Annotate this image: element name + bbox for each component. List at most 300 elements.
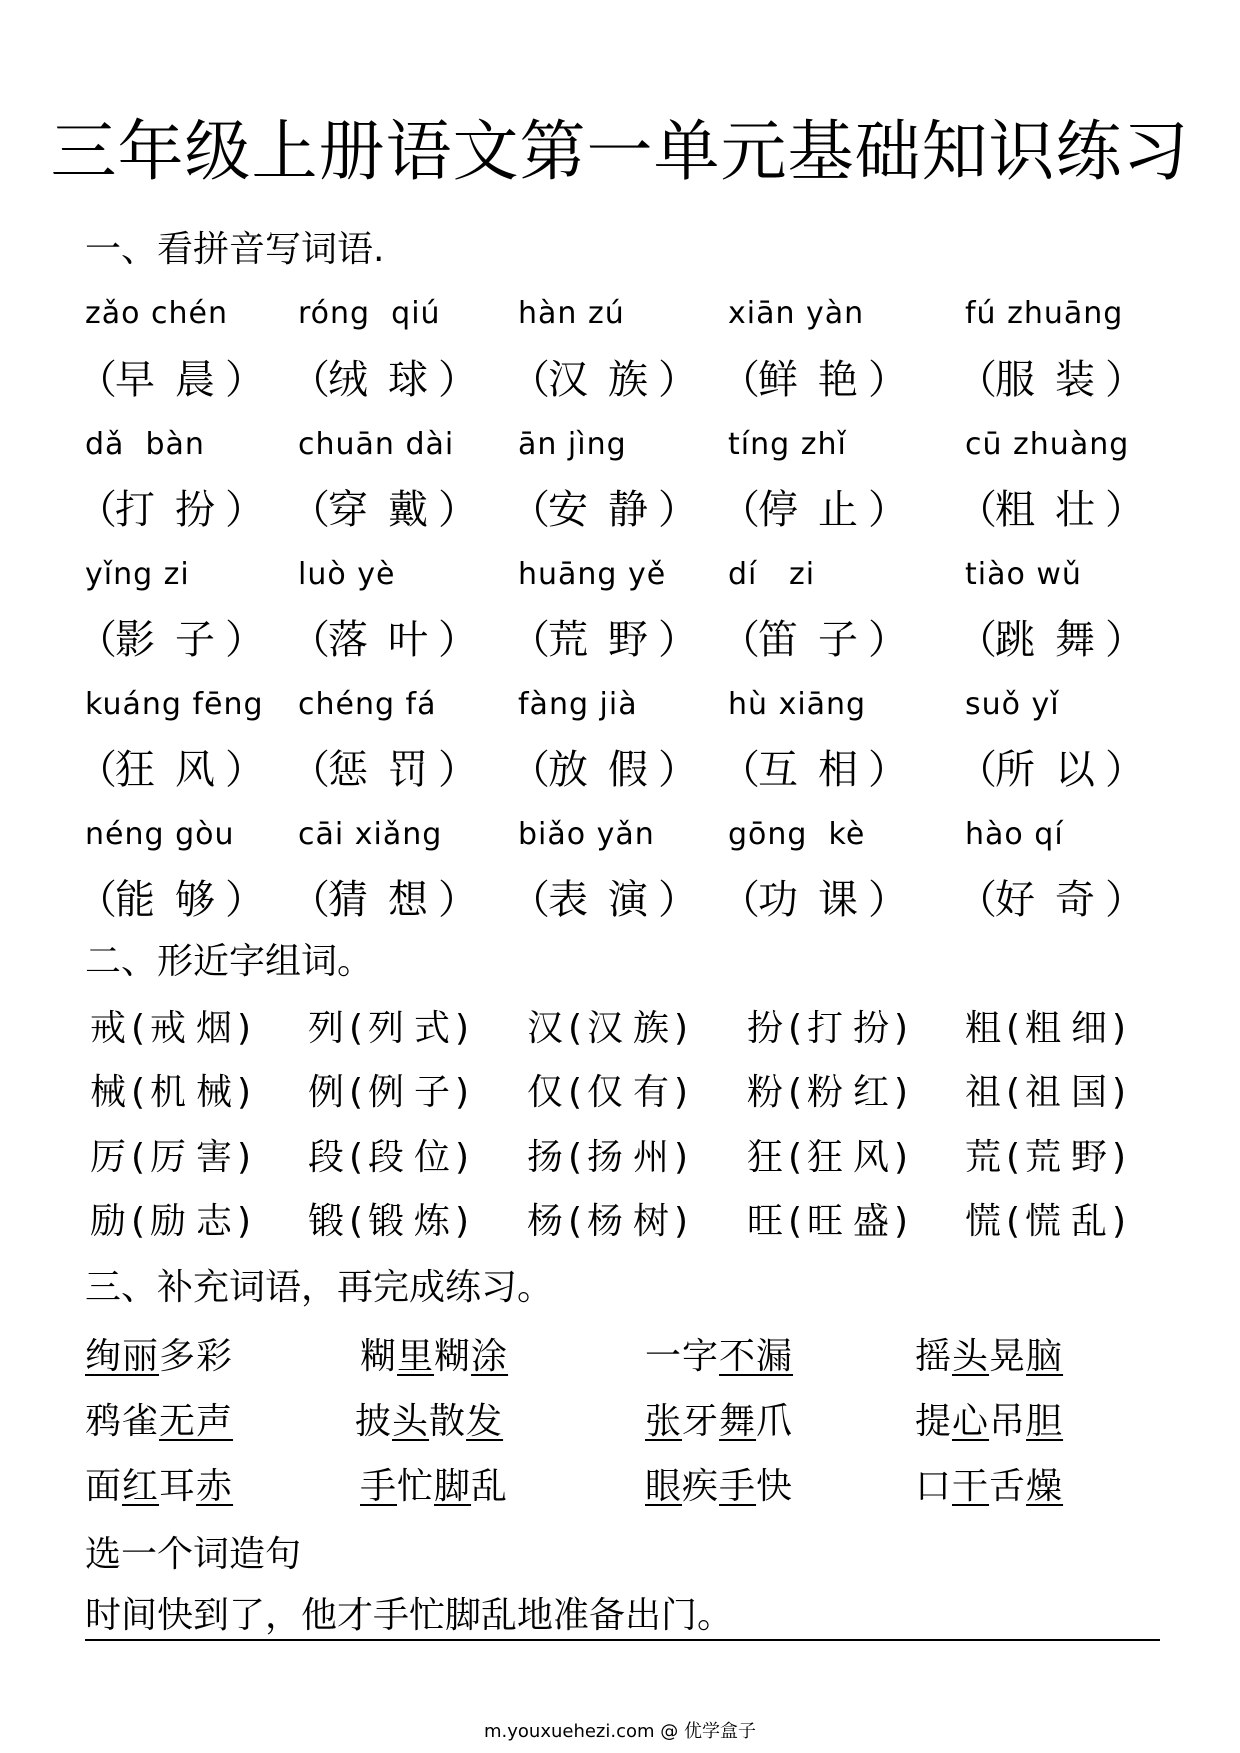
open-paren: (	[1006, 1072, 1021, 1113]
answer-word	[77, 485, 265, 535]
choose-label: 选一个词造句	[85, 1534, 302, 1575]
close-paren: ）	[658, 487, 698, 533]
word-char: 盛	[853, 1201, 890, 1242]
pinyin-text: gōng kè	[728, 817, 866, 852]
answer-char: 演	[608, 877, 648, 923]
pinyin-text: chuān dài	[298, 427, 455, 462]
close-paren: ）	[658, 357, 698, 403]
answer-word	[510, 485, 698, 535]
pinyin-text: néng gòu	[85, 817, 235, 852]
filled-part: 头	[952, 1336, 990, 1377]
close-paren: )	[237, 1072, 252, 1113]
similar-char-item	[742, 1135, 908, 1181]
close-paren: )	[674, 1137, 689, 1178]
open-paren: （	[957, 617, 997, 663]
word-char: 树	[633, 1201, 670, 1242]
answer-word	[290, 615, 478, 665]
close-paren: )	[237, 1008, 252, 1049]
pinyin-text: hào qí	[965, 817, 1064, 852]
word-char: 戒	[150, 1008, 187, 1049]
word-char: 州	[633, 1137, 670, 1178]
word-char: 机	[150, 1072, 187, 1113]
pinyin-text: dí zi	[728, 557, 816, 592]
base-char: 旺	[746, 1201, 783, 1242]
idiom-item	[355, 1399, 503, 1445]
similar-char-item	[522, 1199, 688, 1245]
similar-char-item	[85, 1070, 251, 1116]
open-paren: (	[131, 1201, 146, 1242]
pinyin-text: kuáng fēng	[85, 687, 264, 722]
answer-char: 扮	[175, 487, 215, 533]
close-paren: )	[674, 1008, 689, 1049]
answer-char: 惩	[328, 747, 368, 793]
pinyin-text: fú zhuāng	[965, 296, 1124, 331]
similar-char-item	[742, 1070, 908, 1116]
open-paren: (	[568, 1137, 583, 1178]
base-char: 祖	[964, 1072, 1001, 1113]
open-paren: (	[568, 1008, 583, 1049]
close-paren: )	[455, 1072, 470, 1113]
answer-word	[720, 875, 908, 925]
filled-part: 心	[952, 1401, 990, 1442]
filled-part: 眼	[645, 1466, 683, 1507]
close-paren: ）	[1105, 357, 1145, 403]
base-char: 慌	[964, 1201, 1001, 1242]
idiom-item	[645, 1399, 793, 1445]
open-paren: （	[290, 877, 330, 923]
answer-char: 好	[995, 877, 1035, 923]
answer-word	[290, 485, 478, 535]
answer-char: 风	[175, 747, 215, 793]
given-part: 疾	[682, 1466, 720, 1507]
answer-char: 能	[115, 877, 155, 923]
base-char: 狂	[746, 1137, 783, 1178]
filled-part: 不漏	[719, 1336, 794, 1377]
open-paren: （	[510, 617, 550, 663]
open-paren: (	[349, 1072, 364, 1113]
open-paren: (	[1006, 1137, 1021, 1178]
answer-char: 子	[818, 617, 858, 663]
answer-char: 功	[758, 877, 798, 923]
filled-part: 绚丽	[85, 1336, 160, 1377]
given-part: 一字	[645, 1336, 720, 1377]
answer-word	[510, 875, 698, 925]
answer-word	[957, 875, 1145, 925]
close-paren: ）	[1105, 747, 1145, 793]
base-char: 粉	[746, 1072, 783, 1113]
open-paren: （	[510, 487, 550, 533]
idiom-item	[360, 1334, 508, 1380]
answer-char: 早	[115, 357, 155, 403]
open-paren: （	[77, 617, 117, 663]
close-paren: )	[1112, 1008, 1127, 1049]
answer-word	[720, 485, 908, 535]
close-paren: ）	[225, 747, 265, 793]
similar-char-item	[960, 1070, 1126, 1116]
answer-word	[720, 745, 908, 795]
word-char: 汉	[587, 1008, 624, 1049]
given-part: 乱	[471, 1466, 509, 1507]
open-paren: （	[290, 357, 330, 403]
close-paren: )	[894, 1008, 909, 1049]
filled-part: 赤	[196, 1466, 234, 1507]
close-paren: )	[455, 1201, 470, 1242]
open-paren: （	[720, 617, 760, 663]
word-char: 列	[368, 1008, 405, 1049]
answer-char: 奇	[1055, 877, 1095, 923]
open-paren: （	[510, 877, 550, 923]
open-paren: (	[131, 1137, 146, 1178]
base-char: 励	[89, 1201, 126, 1242]
word-char: 粗	[1025, 1008, 1062, 1049]
section2-heading: 二、形近字组词。	[85, 941, 374, 982]
pinyin-text: tíng zhǐ	[728, 427, 847, 462]
close-paren: ）	[868, 357, 908, 403]
word-char: 国	[1071, 1072, 1108, 1113]
answer-char: 族	[608, 357, 648, 403]
given-part: 快	[756, 1466, 794, 1507]
given-part: 摇	[915, 1336, 953, 1377]
open-paren: (	[568, 1201, 583, 1242]
answer-word	[957, 485, 1145, 535]
answer-char: 静	[608, 487, 648, 533]
close-paren: )	[1112, 1072, 1127, 1113]
close-paren: )	[894, 1137, 909, 1178]
word-char: 扮	[853, 1008, 890, 1049]
open-paren: （	[510, 357, 550, 403]
given-part: 耳	[159, 1466, 197, 1507]
base-char: 锻	[307, 1201, 344, 1242]
pinyin-text: dǎ bàn	[85, 427, 205, 462]
open-paren: （	[290, 487, 330, 533]
word-char: 段	[368, 1137, 405, 1178]
similar-char-item	[522, 1070, 688, 1116]
idiom-item	[645, 1334, 793, 1380]
answer-char: 想	[388, 877, 428, 923]
filled-part: 燥	[1026, 1466, 1064, 1507]
open-paren: （	[957, 877, 997, 923]
answer-char: 戴	[388, 487, 428, 533]
word-char: 烟	[196, 1008, 233, 1049]
open-paren: （	[720, 357, 760, 403]
answer-char: 表	[548, 877, 588, 923]
answer-char: 野	[608, 617, 648, 663]
pinyin-text: luò yè	[298, 557, 396, 592]
idiom-item	[915, 1399, 1063, 1445]
pinyin-text: xiān yàn	[728, 296, 865, 331]
close-paren: ）	[658, 747, 698, 793]
answer-char: 影	[115, 617, 155, 663]
filled-part: 胆	[1026, 1401, 1064, 1442]
open-paren: (	[568, 1072, 583, 1113]
answer-char: 以	[1055, 747, 1095, 793]
answer-char: 止	[818, 487, 858, 533]
answer-word	[720, 615, 908, 665]
footer-text: m.youxuehezi.com @ 优学盒子	[483, 1721, 756, 1742]
given-part: 牙	[682, 1401, 720, 1442]
answer-char: 装	[1055, 357, 1095, 403]
filled-part: 舞	[719, 1401, 757, 1442]
answer-char: 叶	[388, 617, 428, 663]
similar-char-item	[960, 1006, 1126, 1052]
filled-part: 脑	[1026, 1336, 1064, 1377]
filled-part: 发	[466, 1401, 504, 1442]
similar-char-item	[303, 1070, 469, 1116]
word-char: 乱	[1071, 1201, 1108, 1242]
base-char: 段	[307, 1137, 344, 1178]
close-paren: ）	[1105, 617, 1145, 663]
pinyin-text: cāi xiǎng	[298, 817, 443, 852]
answer-char: 荒	[548, 617, 588, 663]
idiom-item	[85, 1334, 233, 1380]
base-char: 粗	[964, 1008, 1001, 1049]
word-char: 荒	[1025, 1137, 1062, 1178]
base-char: 戒	[89, 1008, 126, 1049]
pinyin-text: ān jìng	[518, 427, 627, 462]
open-paren: （	[720, 877, 760, 923]
base-char: 列	[307, 1008, 344, 1049]
close-paren: ）	[868, 877, 908, 923]
close-paren: ）	[225, 877, 265, 923]
answer-char: 打	[115, 487, 155, 533]
pinyin-text: yǐng zi	[85, 557, 190, 592]
answer-char: 安	[548, 487, 588, 533]
close-paren: ）	[438, 357, 478, 403]
open-paren: （	[77, 877, 117, 923]
close-paren: )	[674, 1072, 689, 1113]
idiom-item	[85, 1464, 233, 1510]
word-char: 炼	[414, 1201, 451, 1242]
given-part: 爪	[756, 1401, 794, 1442]
close-paren: ）	[438, 617, 478, 663]
given-part: 散	[429, 1401, 467, 1442]
similar-char-item	[303, 1006, 469, 1052]
filled-part: 脚	[434, 1466, 472, 1507]
base-char: 汉	[526, 1008, 563, 1049]
open-paren: (	[1006, 1201, 1021, 1242]
answer-char: 壮	[1055, 487, 1095, 533]
given-part: 糊	[360, 1336, 398, 1377]
answer-word	[290, 355, 478, 405]
open-paren: (	[1006, 1008, 1021, 1049]
close-paren: )	[1112, 1201, 1127, 1242]
filled-part: 干	[952, 1466, 990, 1507]
open-paren: （	[720, 487, 760, 533]
similar-char-item	[85, 1199, 251, 1245]
answer-char: 够	[175, 877, 215, 923]
open-paren: (	[788, 1137, 803, 1178]
similar-char-item	[85, 1006, 251, 1052]
answer-char: 球	[388, 357, 428, 403]
answer-word	[290, 745, 478, 795]
word-char: 粉	[807, 1072, 844, 1113]
answer-word	[510, 355, 698, 405]
word-char: 红	[853, 1072, 890, 1113]
word-char: 细	[1071, 1008, 1108, 1049]
filled-part: 头	[392, 1401, 430, 1442]
word-char: 式	[414, 1008, 451, 1049]
answer-char: 落	[328, 617, 368, 663]
answer-word	[957, 615, 1145, 665]
close-paren: ）	[438, 487, 478, 533]
idiom-item	[915, 1464, 1063, 1510]
answer-char: 所	[995, 747, 1035, 793]
close-paren: )	[894, 1072, 909, 1113]
close-paren: ）	[225, 357, 265, 403]
filled-part: 无声	[159, 1401, 234, 1442]
filled-part: 涂	[471, 1336, 509, 1377]
open-paren: （	[957, 487, 997, 533]
word-char: 害	[196, 1137, 233, 1178]
page-title: 三年级上册语文第一单元基础知识练习	[50, 113, 1190, 190]
filled-part: 手	[360, 1466, 398, 1507]
close-paren: ）	[1105, 877, 1145, 923]
close-paren: )	[894, 1201, 909, 1242]
word-char: 旺	[807, 1201, 844, 1242]
word-char: 厉	[150, 1137, 187, 1178]
answer-char: 晨	[175, 357, 215, 403]
open-paren: （	[720, 747, 760, 793]
word-char: 仅	[587, 1072, 624, 1113]
close-paren: )	[1112, 1137, 1127, 1178]
word-char: 打	[807, 1008, 844, 1049]
answer-char: 粗	[995, 487, 1035, 533]
given-part: 吊	[989, 1401, 1027, 1442]
word-char: 子	[414, 1072, 451, 1113]
answer-char: 鲜	[758, 357, 798, 403]
pinyin-text: fàng jià	[518, 687, 638, 722]
base-char: 扮	[746, 1008, 783, 1049]
close-paren: )	[455, 1137, 470, 1178]
answer-char: 相	[818, 747, 858, 793]
answer-char: 艳	[818, 357, 858, 403]
given-part: 提	[915, 1401, 953, 1442]
open-paren: (	[349, 1008, 364, 1049]
pinyin-text: biǎo yǎn	[518, 817, 655, 852]
base-char: 仅	[526, 1072, 563, 1113]
answer-char: 互	[758, 747, 798, 793]
given-part: 鸦雀	[85, 1401, 160, 1442]
pinyin-text: zǎo chén	[85, 296, 228, 331]
open-paren: (	[131, 1072, 146, 1113]
close-paren: ）	[438, 877, 478, 923]
word-char: 例	[368, 1072, 405, 1113]
base-char: 杨	[526, 1201, 563, 1242]
filled-part: 张	[645, 1401, 683, 1442]
open-paren: (	[788, 1201, 803, 1242]
given-part: 忙	[397, 1466, 435, 1507]
example-sentence: 时间快到了，他才手忙脚乱地准备出门。	[85, 1593, 1160, 1641]
open-paren: （	[77, 747, 117, 793]
pinyin-text: hàn zú	[518, 296, 625, 331]
answer-char: 假	[608, 747, 648, 793]
similar-char-item	[522, 1135, 688, 1181]
answer-word	[957, 355, 1145, 405]
pinyin-text: huāng yě	[518, 557, 667, 592]
close-paren: ）	[868, 487, 908, 533]
answer-char: 课	[818, 877, 858, 923]
close-paren: ）	[868, 617, 908, 663]
answer-char: 跳	[995, 617, 1035, 663]
given-part: 披	[355, 1401, 393, 1442]
word-char: 位	[414, 1137, 451, 1178]
open-paren: （	[510, 747, 550, 793]
close-paren: ）	[658, 617, 698, 663]
word-char: 有	[633, 1072, 670, 1113]
close-paren: ）	[658, 877, 698, 923]
word-char: 械	[196, 1072, 233, 1113]
close-paren: ）	[225, 617, 265, 663]
idiom-item	[360, 1464, 508, 1510]
answer-word	[77, 615, 265, 665]
given-part: 多彩	[159, 1336, 234, 1377]
base-char: 荒	[964, 1137, 1001, 1178]
open-paren: （	[290, 617, 330, 663]
word-char: 狂	[807, 1137, 844, 1178]
answer-char: 放	[548, 747, 588, 793]
close-paren: )	[455, 1008, 470, 1049]
close-paren: )	[237, 1137, 252, 1178]
open-paren: （	[77, 487, 117, 533]
answer-char: 笛	[758, 617, 798, 663]
open-paren: （	[957, 747, 997, 793]
section1-heading: 一、看拼音写词语.	[85, 229, 385, 270]
word-char: 锻	[368, 1201, 405, 1242]
word-char: 志	[196, 1201, 233, 1242]
answer-word	[77, 355, 265, 405]
word-char: 风	[853, 1137, 890, 1178]
close-paren: ）	[438, 747, 478, 793]
word-char: 励	[150, 1201, 187, 1242]
similar-char-item	[303, 1135, 469, 1181]
similar-char-item	[303, 1199, 469, 1245]
answer-word	[720, 355, 908, 405]
answer-word	[510, 745, 698, 795]
open-paren: (	[349, 1137, 364, 1178]
pinyin-text: tiào wǔ	[965, 557, 1082, 592]
answer-char: 汉	[548, 357, 588, 403]
base-char: 厉	[89, 1137, 126, 1178]
open-paren: (	[349, 1201, 364, 1242]
pinyin-text: cū zhuàng	[965, 427, 1130, 462]
given-part: 晃	[989, 1336, 1027, 1377]
word-char: 族	[633, 1008, 670, 1049]
answer-char: 猜	[328, 877, 368, 923]
idiom-item	[915, 1334, 1063, 1380]
given-part: 舌	[989, 1466, 1027, 1507]
pinyin-text: róng qiú	[298, 296, 441, 331]
word-char: 野	[1071, 1137, 1108, 1178]
answer-word	[77, 745, 265, 795]
answer-word	[290, 875, 478, 925]
answer-word	[510, 615, 698, 665]
word-char: 慌	[1025, 1201, 1062, 1242]
idiom-item	[85, 1399, 233, 1445]
similar-char-item	[85, 1135, 251, 1181]
open-paren: (	[788, 1072, 803, 1113]
base-char: 械	[89, 1072, 126, 1113]
word-char: 祖	[1025, 1072, 1062, 1113]
similar-char-item	[960, 1199, 1126, 1245]
similar-char-item	[522, 1006, 688, 1052]
filled-part: 手	[719, 1466, 757, 1507]
filled-part: 里	[397, 1336, 435, 1377]
given-part: 糊	[434, 1336, 472, 1377]
answer-char: 舞	[1055, 617, 1095, 663]
close-paren: )	[674, 1201, 689, 1242]
similar-char-item	[960, 1135, 1126, 1181]
similar-char-item	[742, 1199, 908, 1245]
